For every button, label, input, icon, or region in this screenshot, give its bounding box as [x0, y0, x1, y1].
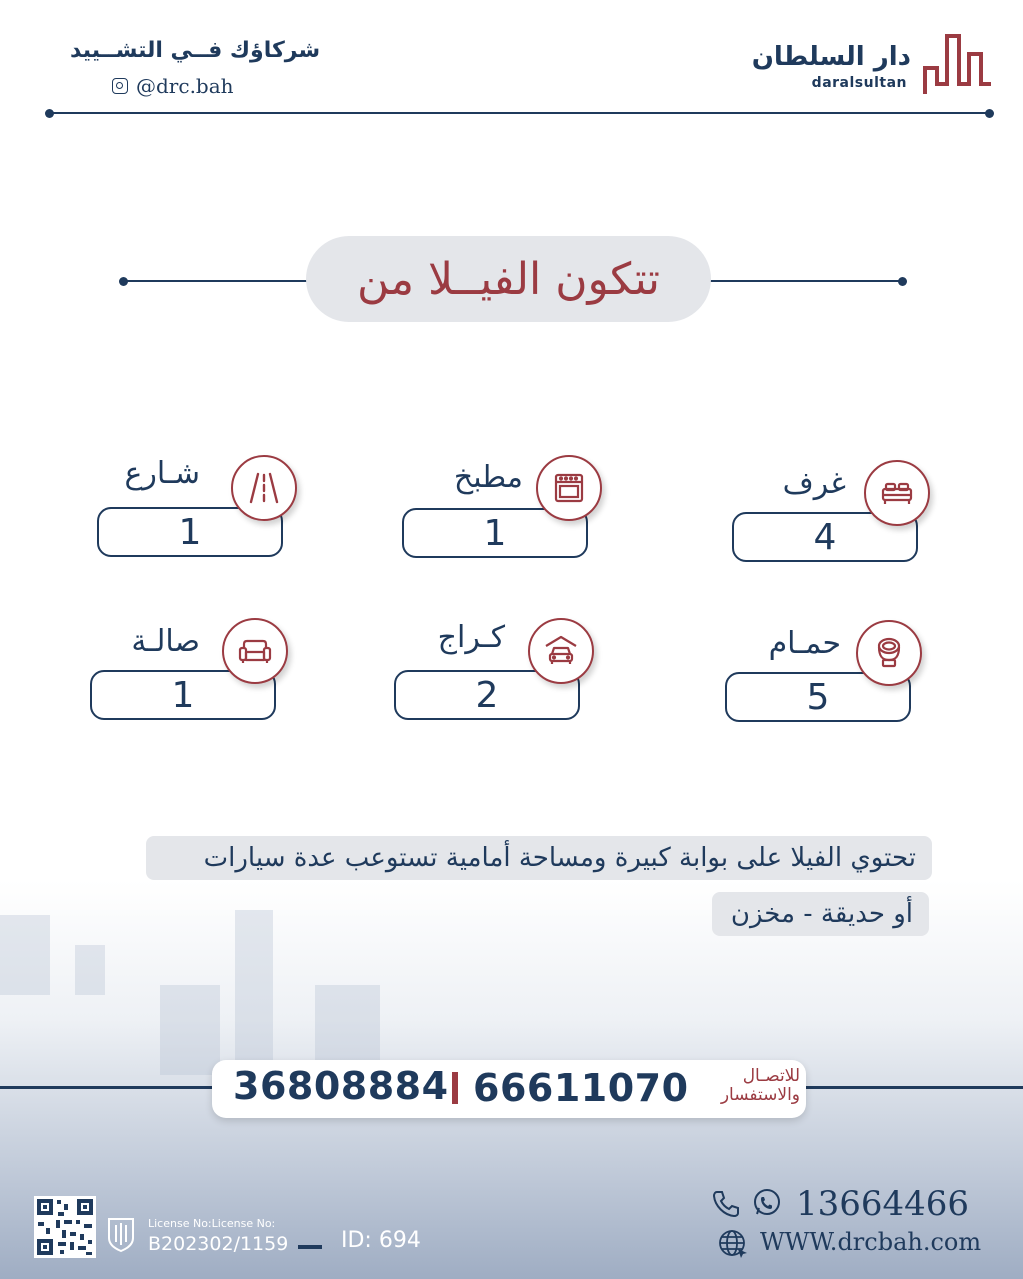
decorative-shape [0, 915, 50, 995]
title-divider-right [708, 280, 902, 282]
instagram-handle[interactable]: @drc.bah [136, 74, 234, 98]
street-value: 1 [97, 507, 283, 557]
kitchen-value: 1 [402, 508, 588, 558]
oven-icon [536, 455, 602, 521]
footer-phone-number[interactable]: 13664466 [796, 1184, 970, 1224]
qr-code[interactable] [34, 1196, 96, 1258]
garage-label: كـراج [437, 620, 505, 655]
number-separator [452, 1072, 458, 1104]
page-title: تتكون الفيــلا من [306, 236, 711, 322]
decorative-shape [75, 945, 105, 995]
street-label: شـارع [124, 456, 200, 491]
whatsapp-icon [750, 1186, 784, 1220]
license-emblem-icon [106, 1216, 136, 1252]
phone-number-1[interactable]: 66611070 [473, 1066, 689, 1110]
tagline: شركاؤك فــي التشــييد [70, 38, 321, 63]
decorative-shape [315, 985, 380, 1065]
phone-icon [710, 1188, 742, 1220]
decorative-shape [160, 985, 220, 1075]
license-id: ID: 694 [341, 1228, 421, 1253]
brand-name-english: daralsultan [811, 75, 907, 91]
living-room-value: 1 [90, 670, 276, 720]
divider-dot [985, 109, 994, 118]
kitchen-label: مطبخ [453, 460, 523, 495]
living-room-label: صالـة [131, 624, 200, 659]
contact-label [721, 1067, 800, 1105]
description-line-1: تحتوي الفيلا على بوابة كبيرة ومساحة أمامية تستوعب عدة سيارات [146, 836, 932, 880]
bathroom-value: 5 [725, 672, 911, 722]
rooms-value: 4 [732, 512, 918, 562]
phone-number-2[interactable]: 36808884 [233, 1064, 449, 1108]
license-number: B202302/1159 [148, 1233, 289, 1255]
brand-name-arabic: دار السلطان [751, 42, 911, 72]
decorative-shape [235, 910, 273, 1070]
contact-label-line-2: والاستفسار [720, 1085, 800, 1105]
contact-label-line-1: للاتصـال [742, 1066, 800, 1086]
license-label: License No:License No: [148, 1217, 276, 1230]
rooms-label: غرف [782, 466, 846, 501]
title-divider-left [124, 280, 309, 282]
instagram-icon [112, 78, 128, 94]
bathroom-label: حمـام [768, 626, 841, 661]
header-divider [50, 112, 988, 114]
divider-dot [898, 277, 907, 286]
garage-value: 2 [394, 670, 580, 720]
company-logo [923, 28, 995, 96]
toilet-icon [856, 620, 922, 686]
sofa-icon [222, 618, 288, 684]
globe-icon [716, 1227, 750, 1261]
website-link[interactable]: WWW.drcbah.com [760, 1228, 982, 1256]
garage-icon [528, 618, 594, 684]
license-dash [298, 1245, 322, 1249]
road-icon [231, 455, 297, 521]
description-line-2: أو حديقة - مخزن [712, 892, 929, 936]
bed-icon [864, 460, 930, 526]
